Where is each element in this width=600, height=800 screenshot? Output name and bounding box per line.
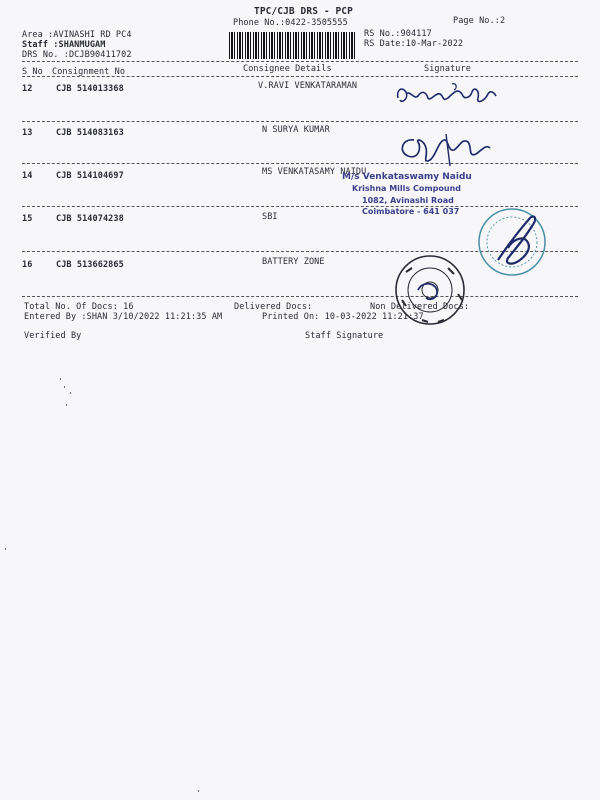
row-consignee: MS VENKATASAMY NAIDU: [262, 167, 367, 177]
divider: [22, 121, 578, 122]
column-header-sno: S No: [22, 67, 43, 77]
battery-zone-stamp: [388, 250, 472, 330]
rs-date: RS Date:10-Mar-2022: [364, 39, 464, 49]
drs-number: DRS No. :DCJB90411702: [22, 50, 132, 60]
scan-speck: [64, 386, 65, 388]
column-header-signature: Signature: [424, 64, 471, 74]
column-header-consignee: Consignee Details: [243, 64, 332, 74]
row-sno: 12: [22, 84, 33, 94]
stamp-line: M/s Venkataswamy Naidu: [342, 172, 472, 182]
verified-by: Verified By: [24, 331, 82, 341]
round-seal: [468, 204, 558, 284]
area-label: Area :AVINASHI RD PC4: [22, 30, 132, 40]
row-consignee: SBI: [262, 212, 278, 222]
entered-by: Entered By :SHAN 3/10/2022 11:21:35 AM: [24, 312, 223, 322]
divider: [22, 61, 578, 62]
non-delivered-docs: Non Delivered Docs:: [370, 302, 470, 312]
row-consignment: CJB 514083163: [56, 128, 124, 138]
stamp-line: Krishna Mills Compound: [352, 184, 461, 193]
rs-number: RS No.:904117: [364, 29, 432, 39]
column-header-consignment: Consignment No: [52, 67, 126, 77]
scan-speck: [70, 392, 71, 394]
row-sno: 14: [22, 171, 33, 181]
row-consignee: N SURYA KUMAR: [262, 125, 330, 135]
row-consignee: BATTERY ZONE: [262, 257, 325, 267]
row-sno: 16: [22, 260, 33, 270]
printed-on: Printed On: 10-03-2022 11:21:37: [262, 312, 424, 322]
scan-speck: [198, 790, 199, 792]
divider: [22, 76, 578, 77]
phone-number: Phone No.:0422-3505555: [233, 18, 348, 28]
signature-scribble: [396, 130, 496, 174]
scan-speck: [5, 548, 6, 550]
signature-scribble: [392, 78, 502, 110]
row-consignment: CJB 513662865: [56, 260, 124, 270]
row-sno: 15: [22, 214, 33, 224]
stamp-line: 1082, Avinashi Road: [362, 196, 454, 205]
scan-speck: [60, 378, 61, 380]
stamp-line: Coimbatore - 641 037: [362, 207, 460, 216]
staff-signature: Staff Signature: [305, 331, 384, 341]
delivered-docs: Delivered Docs:: [234, 302, 313, 312]
staff-label: Staff :SHANMUGAM: [22, 40, 106, 50]
scan-speck: [66, 404, 67, 406]
row-consignee: V.RAVI VENKATARAMAN: [258, 81, 358, 91]
barcode: [229, 32, 357, 59]
row-consignment: CJB 514013368: [56, 84, 124, 94]
row-sno: 13: [22, 128, 33, 138]
page-number: Page No.:2: [453, 16, 506, 26]
sheet-title: TPC/CJB DRS - PCP: [254, 6, 353, 17]
row-consignment: CJB 514104697: [56, 171, 124, 181]
divider: [22, 296, 578, 297]
row-consignment: CJB 514074238: [56, 214, 124, 224]
total-docs: Total No. Of Docs: 16: [24, 302, 134, 312]
